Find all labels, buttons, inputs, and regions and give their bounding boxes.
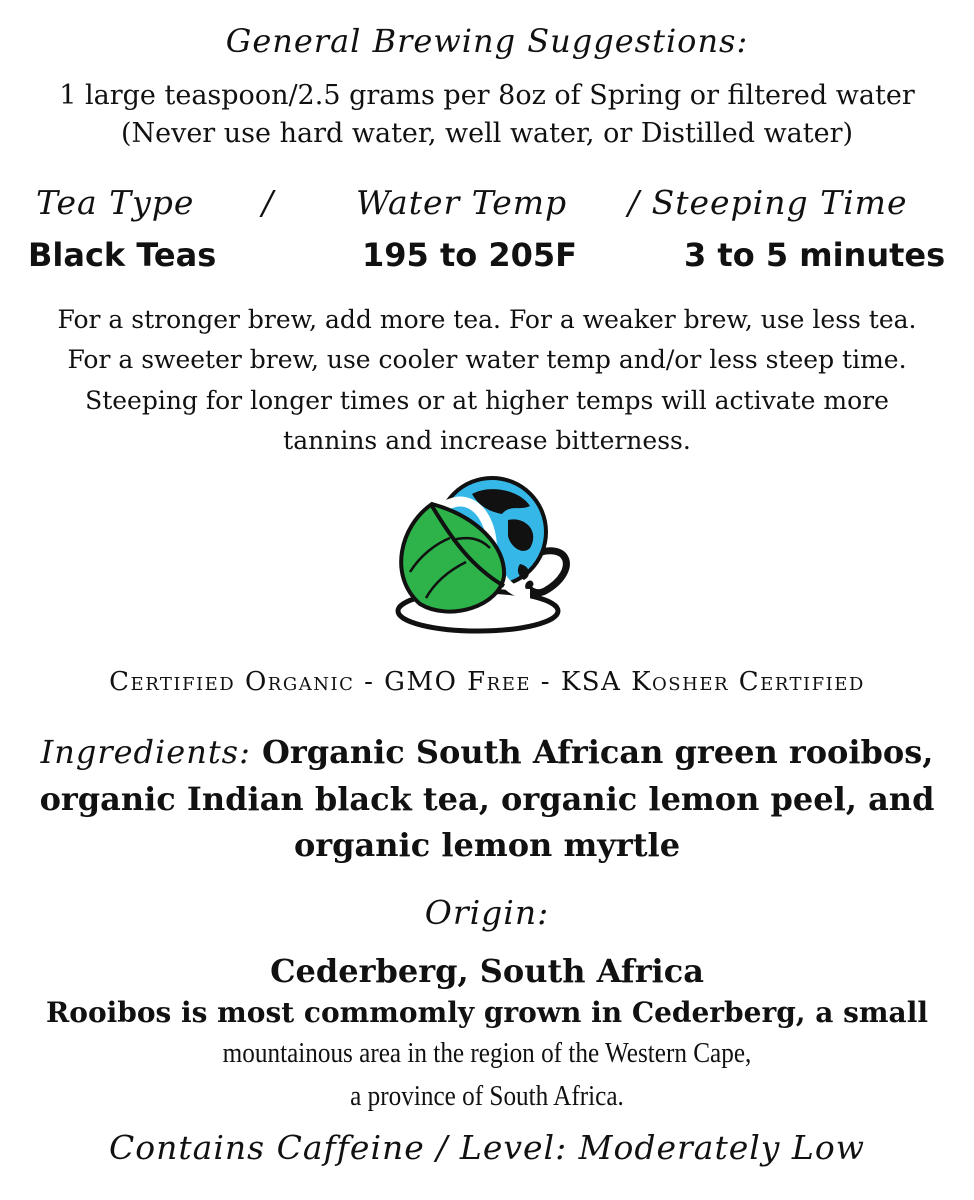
value-tea-type: Black Teas	[28, 236, 217, 274]
origin-place: Cederberg, South Africa	[270, 952, 704, 990]
ingredients-line-1	[0, 733, 974, 771]
brewing-amount-line: 1 large teaspoon/2.5 grams per 8oz of Spring or filtered water	[59, 80, 915, 111]
origin-label: Origin:	[424, 893, 550, 932]
ingredients-text: Organic South African green rooibos,	[250, 733, 934, 771]
certification-line: Certified Organic - GMO Free - KSA Kosher Certified	[109, 667, 865, 697]
header-water-temp: Water Temp	[356, 183, 568, 222]
header-separator: /	[262, 183, 275, 222]
origin-description-line: mountainous area in the region of the Western Cape,	[222, 1038, 752, 1069]
origin-description-line: a province of South Africa.	[350, 1081, 624, 1112]
value-water-temp: 195 to 205F	[362, 236, 578, 274]
ingredients-line-3: organic lemon myrtle	[293, 826, 681, 864]
value-steeping-time: 3 to 5 minutes	[684, 236, 946, 274]
caffeine-level: Contains Caffeine / Level: Moderately Low	[109, 1128, 865, 1167]
globe-leaf-teacup-logo	[380, 476, 590, 636]
tip-line: For a sweeter brew, use cooler water temp and/or less steep time.	[67, 345, 907, 374]
ingredients-line-2: organic Indian black tea, organic lemon peel, and	[39, 780, 935, 818]
header-steeping-time: / Steeping Time	[628, 183, 908, 222]
origin-description-line: Rooibos is most commomly grown in Cederberg, a small	[46, 996, 928, 1029]
brewing-heading: General Brewing Suggestions:	[225, 22, 749, 60]
brewing-water-note: (Never use hard water, well water, or Distilled water)	[120, 118, 854, 149]
tip-line: tannins and increase bitterness.	[283, 426, 691, 455]
ingredients-label: Ingredients:	[40, 733, 251, 771]
tip-line: Steeping for longer times or at higher temps will activate more	[85, 386, 889, 415]
tip-line: For a stronger brew, add more tea. For a weaker brew, use less tea.	[57, 305, 917, 334]
header-tea-type: Tea Type	[36, 183, 195, 222]
